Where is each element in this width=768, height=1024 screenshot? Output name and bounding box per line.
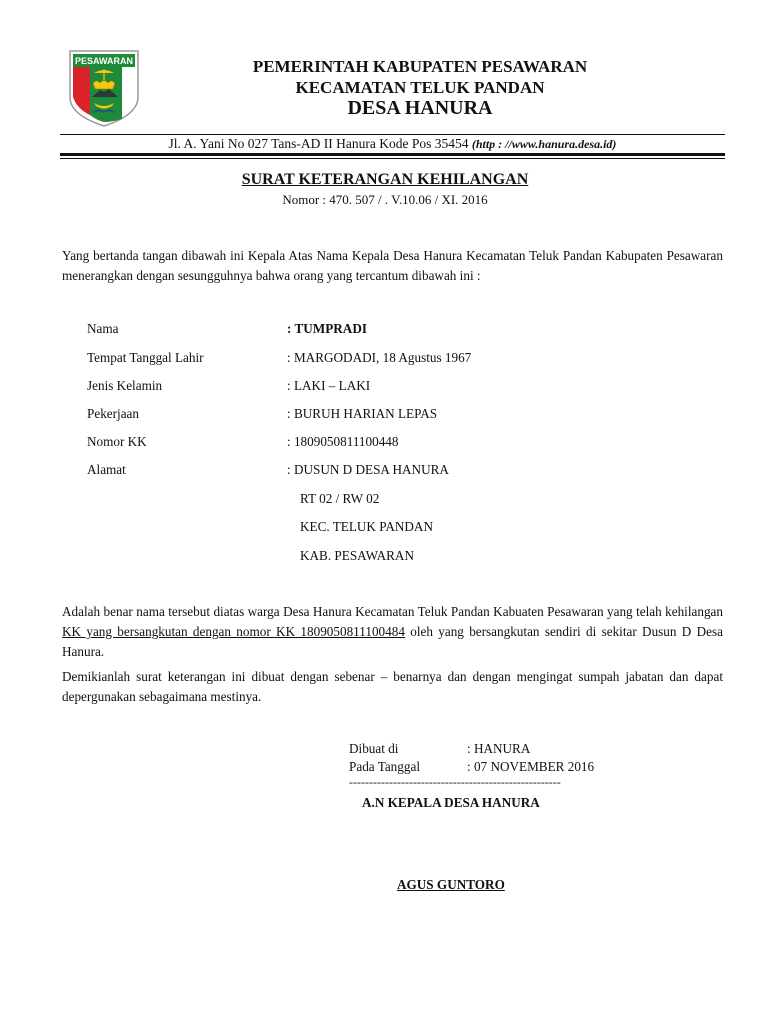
field-value: : 1809050811100448 <box>287 434 399 449</box>
statement-underlined: KK yang bersangkutan dengan nomor KK 1809050811100484 <box>62 624 405 639</box>
logo-text: PESAWARAN <box>74 56 134 66</box>
document-number: Nomor : 470. 507 / . V.10.06 / XI. 2016 <box>282 192 488 207</box>
statement-text-end: oleh yang bersangkutan sendiri di sekitar Dusun D Desa Hanura. <box>62 624 723 659</box>
signer-name: AGUS GUNTORO <box>397 877 505 892</box>
address-line: KEC. TELUK PANDAN <box>300 519 433 534</box>
field-label: Alamat <box>87 462 126 477</box>
statement-text: Adalah benar nama tersebut diatas warga Desa Hanura Kecamatan Teluk Pandan Kabuaten Pesawaran yang telah kehilangan <box>62 604 723 619</box>
date-label: Pada Tanggal <box>349 759 420 774</box>
field-value: : LAKI – LAKI <box>287 378 371 393</box>
letterhead-village: DESA HANURA <box>347 97 493 119</box>
field-value: : MARGODADI, 18 Agustus 1967 <box>287 350 472 365</box>
divider-thin <box>60 158 725 159</box>
field-value: : TUMPRADI <box>287 321 367 336</box>
divider-thick <box>60 153 725 156</box>
address-line: KAB. PESAWARAN <box>300 548 414 563</box>
place-value: : HANURA <box>467 741 531 756</box>
website-text: (http : //www.hanura.desa.id) <box>471 137 617 151</box>
on-behalf-title: A.N KEPALA DESA HANURA <box>362 795 540 810</box>
field-label: Tempat Tanggal Lahir <box>87 350 204 365</box>
intro-paragraph: Yang bertanda tangan dibawah ini Kepala Atas Nama Kepala Desa Hanura Kecamatan Teluk Pandan Kabupaten Pesawaran menerangkan dengan sesungguhnya bahwa orang yang tercantum dibawah ini : <box>62 248 723 283</box>
field-value: : BURUH HARIAN LEPAS <box>287 406 438 421</box>
place-label: Dibuat di <box>349 741 399 756</box>
field-label: Jenis Kelamin <box>87 378 163 393</box>
field-label: Nomor KK <box>87 434 147 449</box>
statement-paragraph <box>62 602 723 662</box>
district-logo <box>66 49 142 127</box>
date-value: : 07 NOVEMBER 2016 <box>467 759 595 774</box>
signature-separator: ----------------------------------------------------- <box>349 775 561 789</box>
field-value: : DUSUN D DESA HANURA <box>287 462 449 477</box>
closing-paragraph: Demikianlah surat keterangan ini dibuat dengan sebenar – benarnya dan dengan mengingat sumpah jabatan dan dapat depergunakan sebagaimana mestinya. <box>62 669 723 704</box>
letterhead-district: KECAMATAN TELUK PANDAN <box>295 78 545 97</box>
address-line: RT 02 / RW 02 <box>300 491 380 506</box>
pesawaran-coat-of-arms-icon <box>66 49 142 127</box>
document-title: SURAT KETERANGAN KEHILANGAN <box>241 171 529 188</box>
divider-top <box>60 134 725 135</box>
address-text: Jl. A. Yani No 027 Tans-AD II Hanura Kode Pos 35454 <box>168 136 469 151</box>
field-label: Nama <box>87 321 119 336</box>
field-label: Pekerjaan <box>87 406 139 421</box>
letterhead-government: PEMERINTAH KABUPATEN PESAWARAN <box>252 57 588 76</box>
letterhead-address <box>60 136 725 152</box>
